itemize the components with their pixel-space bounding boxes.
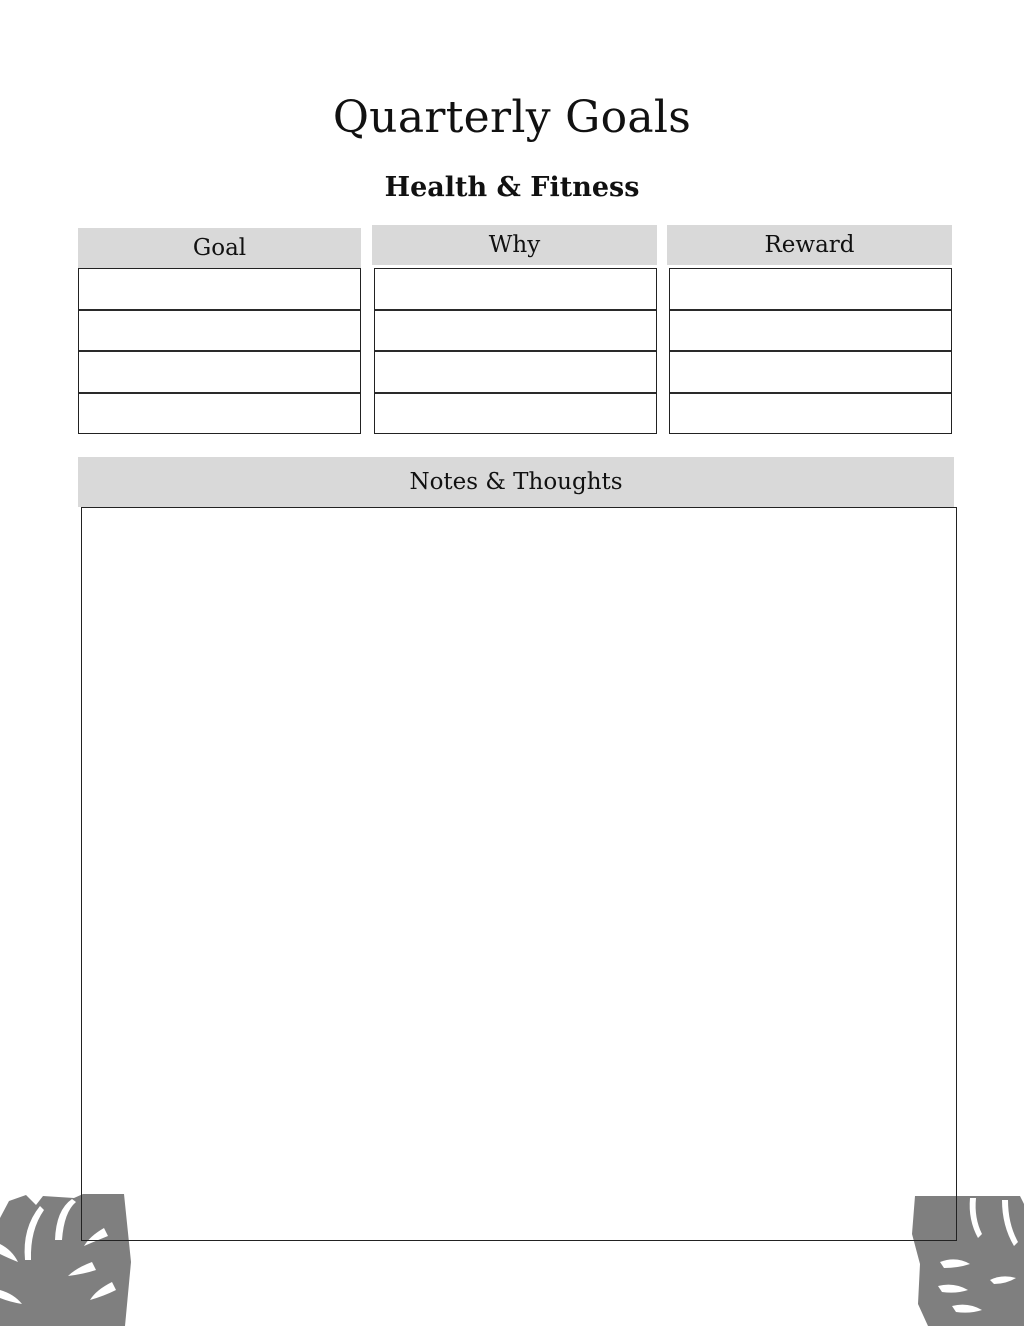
goal-column-header xyxy=(78,228,361,268)
goal-column-label: Goal xyxy=(192,235,247,261)
reward-row-4[interactable] xyxy=(670,394,951,436)
reward-column-label: Reward xyxy=(764,232,855,258)
why-column-box xyxy=(374,268,657,434)
goal-row-3[interactable] xyxy=(79,352,360,394)
reward-column-header xyxy=(667,225,952,265)
goal-row-4[interactable] xyxy=(79,394,360,436)
reward-row-2[interactable] xyxy=(670,311,951,353)
notes-header-label: Notes & Thoughts xyxy=(409,469,623,495)
goal-row-1[interactable] xyxy=(79,269,360,311)
why-column-label: Why xyxy=(488,232,541,258)
goal-row-2[interactable] xyxy=(79,311,360,353)
why-column-header xyxy=(372,225,657,265)
section-subtitle: Health & Fitness xyxy=(384,172,640,203)
goal-column-box xyxy=(78,268,361,434)
notes-header xyxy=(78,457,954,507)
reward-row-1[interactable] xyxy=(670,269,951,311)
why-row-1[interactable] xyxy=(375,269,656,311)
why-row-2[interactable] xyxy=(375,311,656,353)
why-row-3[interactable] xyxy=(375,352,656,394)
why-row-4[interactable] xyxy=(375,394,656,436)
page-title: Quarterly Goals xyxy=(332,92,692,143)
reward-row-3[interactable] xyxy=(670,352,951,394)
notes-area[interactable] xyxy=(81,507,957,1241)
reward-column-box xyxy=(669,268,952,434)
